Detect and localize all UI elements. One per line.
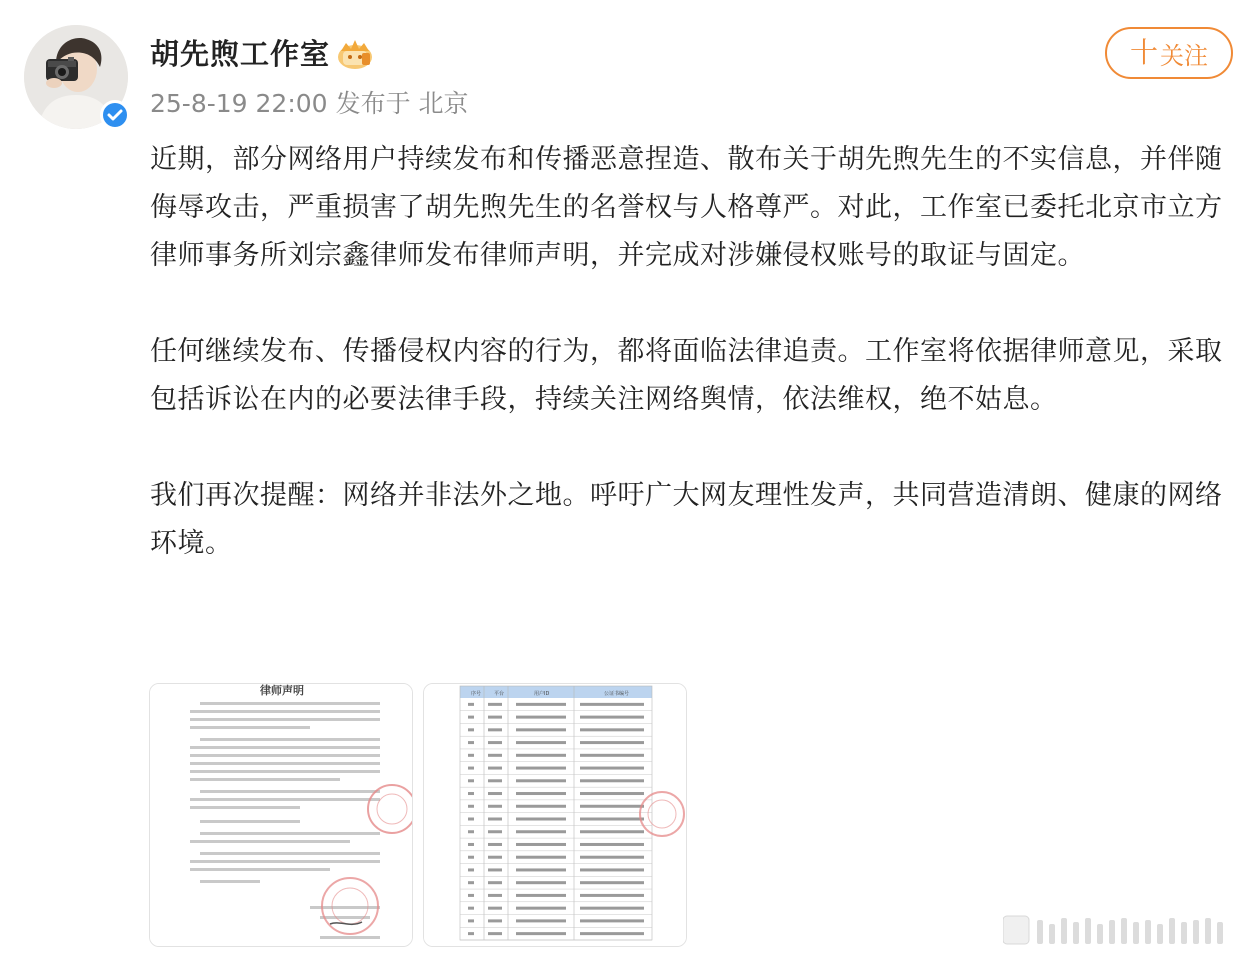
table-cell [468, 805, 474, 808]
table-cell [468, 843, 474, 846]
table-cell [468, 818, 474, 821]
table-cell [488, 856, 502, 859]
table-cell [468, 830, 474, 833]
post-paragraph: 近期，部分网络用户持续发布和传播恶意捏造、散布关于胡先煦先生的不实信息，并伴随侮辱攻击，严重损害了胡先煦先生的名誉权与人格尊严。对此，工作室已委托北京市立方律师事务所刘宗鑫律师发布律师声明，并完成对涉嫌侵权账号的取证与固定。 [150, 144, 1223, 271]
table-column-header: 平台 [494, 691, 505, 697]
watermark-logo-icon [1003, 912, 1237, 948]
table-cell [488, 919, 502, 922]
table-cell [516, 907, 566, 910]
table-cell [580, 716, 644, 719]
table-cell [580, 728, 644, 731]
table-cell [488, 716, 502, 719]
table-cell [488, 830, 502, 833]
table-cell [468, 754, 474, 757]
table-cell [488, 868, 502, 871]
table-cell [580, 881, 644, 884]
document-preview-icon [150, 684, 413, 947]
table-cell [468, 907, 474, 910]
table-cell [468, 881, 474, 884]
table-cell [488, 932, 502, 935]
table-cell [516, 754, 566, 757]
table-cell [488, 894, 502, 897]
table-cell [468, 868, 474, 871]
table-cell [580, 894, 644, 897]
table-column-header: 序号 [471, 691, 482, 697]
table-cell [468, 716, 474, 719]
post-paragraph: 任何继续发布、传播侵权内容的行为，都将面临法律追责。工作室将依据律师意见，采取包括诉讼在内的必要法律手段，持续关注网络舆情，依法维权，绝不姑息。 [150, 336, 1223, 415]
table-cell [488, 703, 502, 706]
table-cell [488, 907, 502, 910]
table-cell [488, 741, 502, 744]
table-cell [488, 779, 502, 782]
post-meta [150, 86, 477, 122]
table-column-header: 公证书编号 [604, 691, 630, 697]
crown-badge-icon[interactable] [336, 37, 374, 71]
table-cell [488, 881, 502, 884]
table-cell [516, 728, 566, 731]
table-cell [516, 818, 566, 821]
table-cell [580, 805, 644, 808]
table-cell [580, 754, 644, 757]
table-cell [488, 843, 502, 846]
table-cell [580, 868, 644, 871]
post-content [150, 136, 1235, 568]
table-cell [580, 741, 644, 744]
table-cell [488, 728, 502, 731]
table-cell [488, 767, 502, 770]
table-cell [580, 703, 644, 706]
table-cell [516, 830, 566, 833]
table-cell [580, 779, 644, 782]
table-cell [580, 932, 644, 935]
follow-label: 关注 [1160, 41, 1208, 70]
table-cell [516, 703, 566, 706]
table-cell [468, 728, 474, 731]
table-cell [516, 894, 566, 897]
table-cell [516, 932, 566, 935]
table-cell [516, 716, 566, 719]
table-cell [468, 792, 474, 795]
table-cell [488, 754, 502, 757]
lawyer-statement-image[interactable] [149, 683, 413, 947]
table-column-header: 用户ID [534, 691, 550, 697]
table-cell [468, 932, 474, 935]
table-cell [468, 919, 474, 922]
table-cell [516, 881, 566, 884]
table-cell [488, 792, 502, 795]
table-preview-icon [424, 684, 687, 947]
table-cell [580, 792, 644, 795]
table-cell [580, 907, 644, 910]
table-cell [516, 868, 566, 871]
post-paragraph: 我们再次提醒：网络并非法外之地。呼吁广大网友理性发声，共同营造清朗、健康的网络环境。 [150, 480, 1223, 559]
table-cell [468, 856, 474, 859]
statement-title: 律师声明 [260, 684, 304, 697]
table-cell [580, 856, 644, 859]
table-cell [468, 767, 474, 770]
table-cell [468, 779, 474, 782]
table-cell [580, 818, 644, 821]
table-cell [468, 894, 474, 897]
plus-icon: 十 [1129, 36, 1158, 69]
follow-button[interactable] [1105, 27, 1233, 79]
table-cell [580, 830, 644, 833]
table-cell [580, 919, 644, 922]
table-cell [516, 856, 566, 859]
table-cell [516, 805, 566, 808]
table-cell [468, 741, 474, 744]
table-cell [516, 779, 566, 782]
table-cell [516, 741, 566, 744]
table-cell [580, 767, 644, 770]
post-timestamp[interactable]: 25-8-19 22:00 [150, 89, 328, 118]
table-cell [580, 843, 644, 846]
table-cell [516, 767, 566, 770]
table-cell [488, 805, 502, 808]
table-cell [516, 843, 566, 846]
account-list-image[interactable] [423, 683, 687, 947]
post-location: 发布于 北京 [335, 89, 469, 118]
author-name[interactable]: 胡先煦工作室 [150, 37, 331, 71]
table-cell [468, 703, 474, 706]
table-cell [488, 818, 502, 821]
table-cell [516, 792, 566, 795]
verified-check-icon [100, 100, 130, 130]
table-cell [516, 919, 566, 922]
